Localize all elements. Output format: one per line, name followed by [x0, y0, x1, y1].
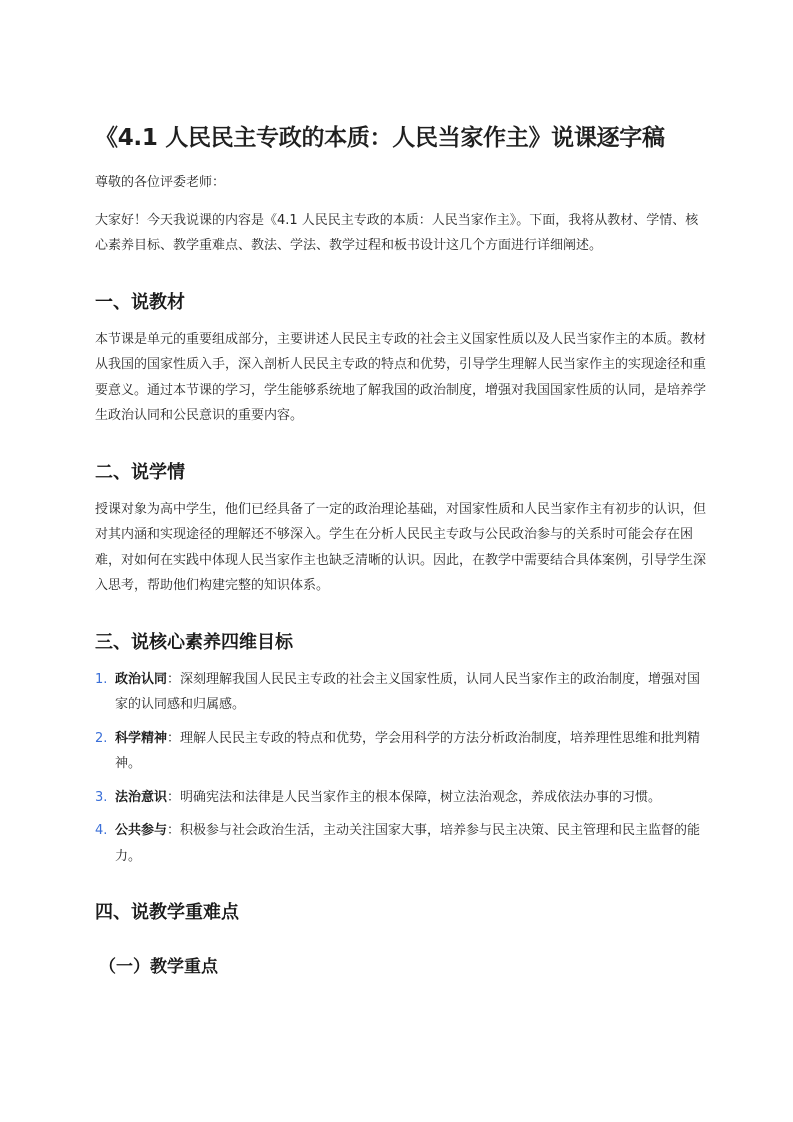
- list-item: [95, 785, 707, 811]
- sub-heading-teaching-focus: （一）教学重点: [99, 957, 218, 977]
- textbook-paragraph: 本节课是单元的重要组成部分，主要讲述人民民主专政的社会主义国家性质以及人民当家作主的本质。教材从我国的国家性质入手，深入剖析人民民主专政的特点和优势，引导学生理解人民当家作主的实现途径和重要意义。通过本节课的学习，学生能够系统地了解我国的政治制度，增强对我国国家性质的认同，是培养学生政治认同和公民意识的重要内容。: [95, 331, 707, 423]
- section-heading-goals: 三、说核心素养四维目标: [95, 631, 293, 653]
- section-heading-textbook: 一、说教材: [95, 291, 185, 313]
- goal-separator: ：: [167, 789, 181, 805]
- section-heading-students: 二、说学情: [95, 461, 185, 483]
- students-paragraph: 授课对象为高中学生，他们已经具备了一定的政治理论基础，对国家性质和人民当家作主有初步的认识，但对其内涵和实现途径的理解还不够深入。学生在分析人民民主专政与公民政治参与的关系时可能会存在困难，对如何在实践中体现人民当家作主也缺乏清晰的认识。因此，在教学中需要结合具体案例，引导学生深入思考，帮助他们构建完整的知识体系。: [95, 501, 707, 593]
- section-heading-key-points: 四、说教学重难点: [95, 902, 239, 923]
- list-item: [95, 667, 707, 718]
- list-number: 3.: [95, 789, 108, 805]
- greeting-text: 尊敬的各位评委老师：: [95, 175, 226, 190]
- list-item: [95, 726, 707, 777]
- goal-text: 理解人民民主专政的特点和优势，学会用科学的方法分析政治制度，培养理性思维和批判精神。: [115, 730, 701, 771]
- list-number: 2.: [95, 730, 108, 746]
- goals-list: [95, 667, 707, 870]
- goal-text: 明确宪法和法律是人民当家作主的根本保障，树立法治观念，养成依法办事的习惯。: [180, 789, 662, 805]
- goal-term: 公共参与: [115, 823, 168, 838]
- goal-term: 法治意识: [115, 789, 168, 805]
- goal-separator: ：: [167, 730, 181, 746]
- intro-paragraph: 大家好！今天我说课的内容是《4.1 人民民主专政的本质：人民当家作主》。下面，我将从教材、学情、核心素养目标、教学重难点、教法、学法、教学过程和板书设计这几个方面进行详细阐述。: [95, 212, 699, 253]
- list-item: [95, 818, 707, 869]
- list-number: 1.: [95, 671, 108, 687]
- goal-separator: ：: [167, 823, 181, 838]
- goal-text: 深刻理解我国人民民主专政的社会主义国家性质，认同人民当家作主的政治制度，增强对国家的认同感和归属感。: [115, 671, 701, 712]
- goal-separator: ：: [167, 671, 181, 687]
- list-number: 4.: [95, 823, 108, 838]
- document-page: [95, 118, 707, 981]
- goal-term: 科学精神: [115, 730, 168, 746]
- goal-text: 积极参与社会政治生活，主动关注国家大事，培养参与民主决策、民主管理和民主监督的能力。: [115, 823, 701, 864]
- document-title: 《4.1 人民民主专政的本质：人民当家作主》说课逐字稿: [95, 125, 665, 151]
- goal-term: 政治认同: [115, 671, 168, 687]
